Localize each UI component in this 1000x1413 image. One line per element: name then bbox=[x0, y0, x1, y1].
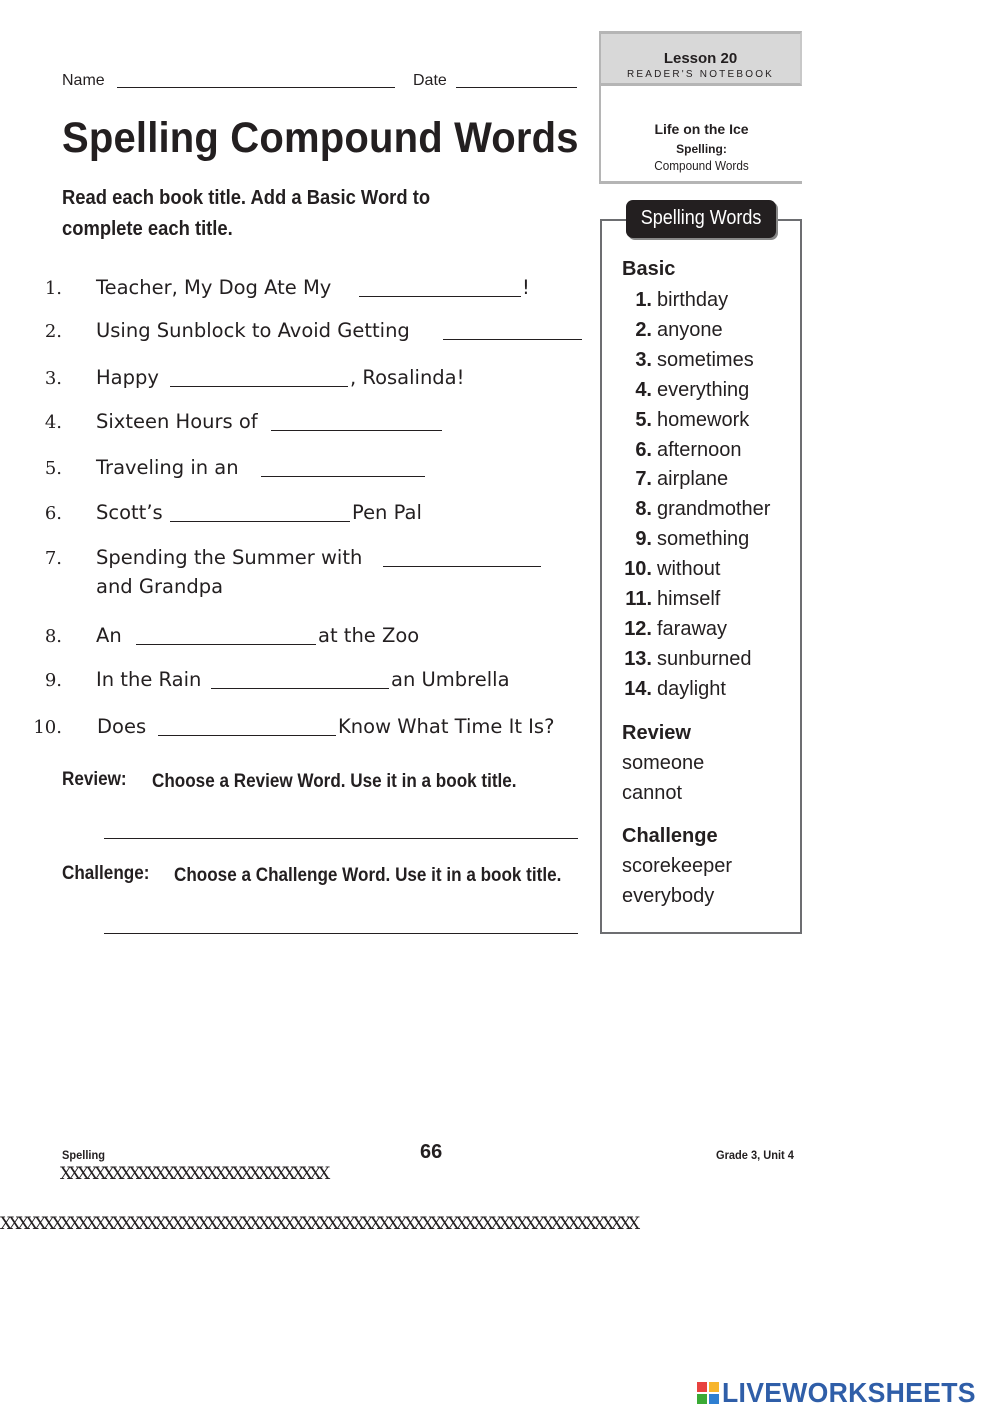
item-text-after: Know What Time It Is? bbox=[338, 715, 555, 738]
answer-blank[interactable] bbox=[170, 521, 350, 522]
item-number: 6. bbox=[44, 503, 62, 524]
item-text-after: , Rosalinda! bbox=[350, 366, 465, 389]
word-text: without bbox=[657, 558, 721, 581]
basic-word-item bbox=[600, 289, 728, 312]
word-text: birthday bbox=[657, 289, 729, 311]
word-number: 4. bbox=[635, 378, 652, 401]
basic-word-item bbox=[600, 648, 752, 671]
challenge-instruction: Choose a Challenge Word. Use it in a book title. bbox=[174, 865, 562, 886]
item-number: 4. bbox=[44, 412, 62, 433]
word-number: 2. bbox=[635, 318, 652, 341]
item-text: In the Rain bbox=[96, 668, 202, 691]
review-label: Review: bbox=[62, 769, 127, 790]
answer-blank[interactable] bbox=[383, 566, 541, 567]
item-number: 10. bbox=[33, 717, 62, 738]
word-text: something bbox=[657, 528, 750, 551]
item-text: Sixteen Hours of bbox=[96, 410, 258, 433]
item-text: Traveling in an bbox=[96, 456, 239, 479]
skill-topic: Compound Words bbox=[654, 159, 749, 173]
basic-word-item bbox=[600, 409, 749, 432]
item-text: Scott’s bbox=[96, 501, 163, 524]
answer-blank[interactable] bbox=[170, 386, 348, 387]
word-text: sometimes bbox=[657, 348, 754, 371]
word-text: anyone bbox=[657, 318, 723, 341]
item-number: 7. bbox=[44, 548, 62, 569]
basic-word-item bbox=[600, 588, 720, 611]
answer-blank[interactable] bbox=[359, 296, 521, 297]
logo-square bbox=[709, 1382, 719, 1392]
word-number: 3. bbox=[635, 348, 652, 371]
item-text-after: at the Zoo bbox=[318, 624, 420, 647]
word-number: 1. bbox=[635, 289, 652, 311]
basic-heading: Basic bbox=[622, 258, 676, 280]
word-number: 9. bbox=[635, 528, 652, 551]
item-number: 8. bbox=[44, 626, 62, 647]
liveworksheets-brand[interactable] bbox=[697, 1376, 989, 1410]
challenge-answer-line[interactable] bbox=[104, 933, 578, 934]
challenge-heading: Challenge bbox=[622, 825, 718, 847]
item-text: Teacher, My Dog Ate My bbox=[96, 276, 332, 299]
basic-word-item bbox=[600, 498, 770, 521]
footer-subject: Spelling bbox=[62, 1148, 105, 1162]
name-label: Name bbox=[62, 72, 105, 89]
basic-word-item bbox=[600, 678, 726, 701]
readers-notebook-label: READER'S NOTEBOOK bbox=[626, 69, 775, 80]
logo-square bbox=[709, 1394, 719, 1404]
review-word: someone bbox=[622, 752, 705, 774]
word-text: everything bbox=[657, 378, 750, 401]
answer-blank[interactable] bbox=[211, 688, 389, 689]
word-number: 13. bbox=[624, 647, 652, 670]
lesson-box bbox=[599, 31, 802, 86]
review-heading: Review bbox=[622, 722, 691, 744]
word-text: faraway bbox=[657, 617, 728, 640]
lesson-number: Lesson 20 bbox=[663, 50, 738, 67]
basic-word-item bbox=[600, 439, 742, 462]
word-number: 11. bbox=[625, 588, 652, 610]
answer-blank[interactable] bbox=[261, 476, 425, 477]
word-number: 5. bbox=[635, 408, 652, 431]
item-text: Happy bbox=[96, 366, 159, 389]
item-text-line2: and Grandpa bbox=[96, 575, 224, 598]
redacted-copyright-line: XXXXXXXXXXXXXXXXXXXXXXXXXXXXXXX bbox=[60, 1164, 327, 1184]
item-text: Spending the Summer with bbox=[96, 546, 363, 569]
basic-word-item bbox=[600, 468, 728, 491]
word-number: 6. bbox=[635, 438, 652, 461]
word-text: himself bbox=[657, 588, 721, 610]
liveworksheets-logo-icon bbox=[697, 1382, 719, 1404]
spelling-words-tab: Spelling Words bbox=[626, 200, 776, 238]
basic-word-item bbox=[600, 349, 754, 372]
item-number: 1. bbox=[44, 278, 62, 299]
lesson-info-box bbox=[599, 86, 802, 184]
item-text-after: an Umbrella bbox=[391, 668, 510, 691]
word-text: grandmother bbox=[657, 498, 771, 521]
item-text: An bbox=[96, 624, 122, 647]
word-number: 12. bbox=[624, 617, 652, 640]
word-text: homework bbox=[657, 408, 750, 431]
basic-word-item bbox=[600, 618, 727, 641]
item-text: Using Sunblock to Avoid Getting bbox=[96, 319, 410, 342]
answer-blank[interactable] bbox=[158, 735, 336, 736]
word-number: 10. bbox=[624, 558, 652, 581]
date-label: Date bbox=[413, 72, 447, 89]
item-number: 2. bbox=[44, 321, 62, 342]
word-text: sunburned bbox=[657, 647, 752, 670]
review-instruction: Choose a Review Word. Use it in a book title. bbox=[152, 771, 517, 792]
challenge-word: scorekeeper bbox=[622, 855, 733, 877]
redacted-copyright-line: XXXXXXXXXXXXXXXXXXXXXXXXXXXXXXXXXXXXXXXXXXXXXXXXXXXXXXXXXXXXXXXXXXXXXXXXXX bbox=[0, 1214, 637, 1234]
word-number: 7. bbox=[635, 468, 652, 491]
review-word: cannot bbox=[622, 782, 683, 804]
basic-word-item bbox=[600, 528, 749, 551]
answer-blank[interactable] bbox=[271, 430, 442, 431]
challenge-word: everybody bbox=[622, 885, 715, 907]
skill-label: Spelling: bbox=[676, 142, 727, 156]
word-text: daylight bbox=[657, 677, 726, 700]
item-number: 3. bbox=[44, 368, 62, 389]
review-answer-line[interactable] bbox=[104, 838, 578, 839]
item-number: 9. bbox=[44, 670, 62, 691]
basic-word-item bbox=[600, 319, 723, 342]
word-text: airplane bbox=[657, 468, 729, 491]
item-text: Does bbox=[97, 715, 147, 738]
word-number: 8. bbox=[635, 498, 652, 521]
challenge-label: Challenge: bbox=[62, 863, 150, 884]
word-text: afternoon bbox=[657, 438, 742, 461]
item-text-after: Pen Pal bbox=[352, 501, 422, 524]
word-number: 14. bbox=[624, 677, 652, 700]
item-text-after: ! bbox=[522, 276, 530, 299]
answer-blank[interactable] bbox=[136, 644, 316, 645]
brand-name: LIVEWORKSHEETS bbox=[722, 1377, 976, 1408]
basic-word-item bbox=[600, 379, 749, 402]
page-title: Spelling Compound Words bbox=[62, 114, 579, 162]
name-line[interactable] bbox=[117, 87, 395, 88]
instructions: Read each book title. Add a Basic Word to complete each title. bbox=[62, 187, 431, 240]
basic-word-item bbox=[600, 558, 720, 581]
logo-square bbox=[697, 1394, 707, 1404]
page-number: 66 bbox=[420, 1141, 443, 1163]
footer-grade: Grade 3, Unit 4 bbox=[716, 1148, 794, 1162]
story-title: Life on the Ice bbox=[654, 121, 749, 137]
date-line[interactable] bbox=[456, 87, 577, 88]
answer-blank[interactable] bbox=[443, 339, 582, 340]
logo-square bbox=[697, 1382, 707, 1392]
item-number: 5. bbox=[44, 458, 62, 479]
